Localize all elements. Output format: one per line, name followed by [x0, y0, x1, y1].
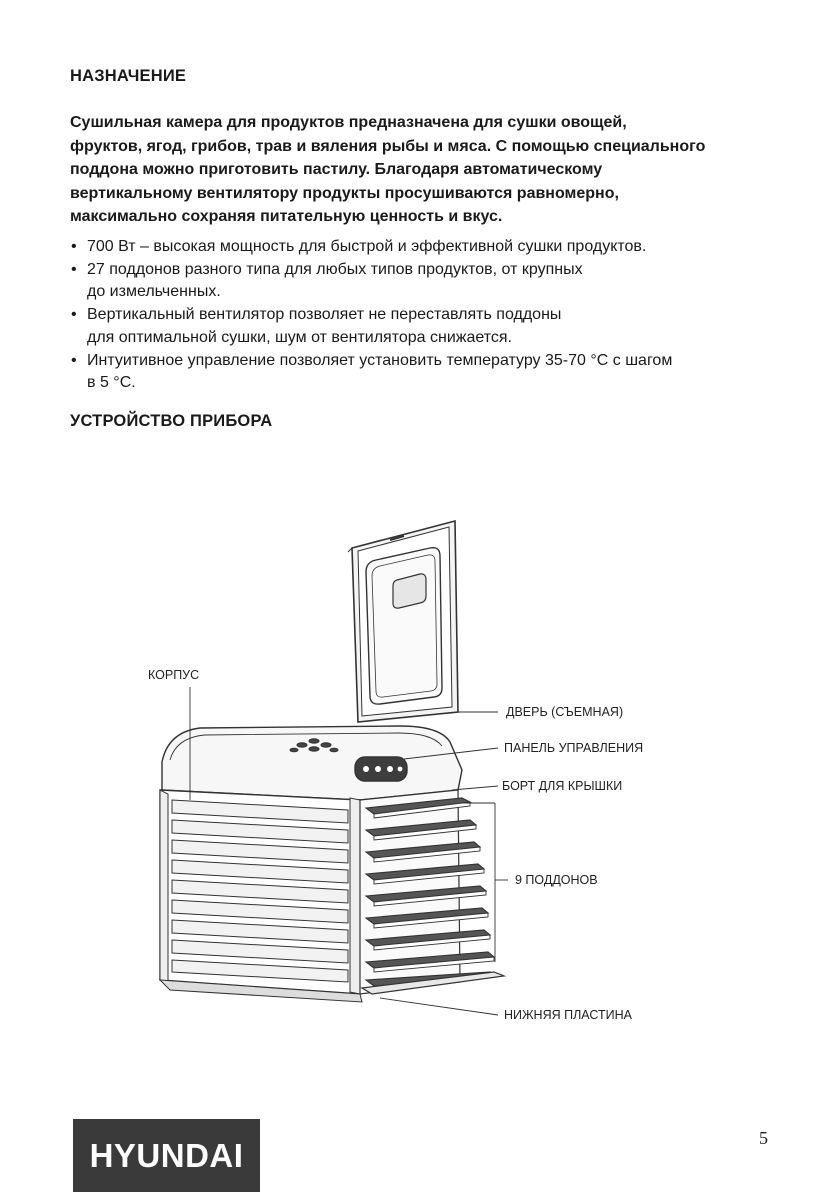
label-door: ДВЕРЬ (СЪЕМНАЯ) [506, 705, 624, 719]
intro-line: поддона можно приготовить пастилу. Благодаря автоматическому [70, 161, 603, 178]
section-heading-device: УСТРОЙСТВО ПРИБОРА [70, 412, 273, 430]
intro-line: максимально сохраняя питательную ценность и вкус. [70, 208, 503, 225]
feature-line: • Интуитивное управление позволяет установить температуру 35-70 °С с шагом [87, 351, 673, 369]
feature-line: • 700 Вт – высокая мощность для быстрой и эффективной сушки продуктов. [87, 238, 647, 255]
feature-line: • Вертикальный вентилятор позволяет не переставлять поддоны [87, 306, 562, 324]
feature-line: • 27 поддонов разного типа для любых типов продуктов, от крупных [87, 260, 583, 278]
label-control-panel: ПАНЕЛЬ УПРАВЛЕНИЯ [504, 741, 644, 755]
label-trays: 9 ПОДДОНОВ [515, 873, 598, 887]
intro-line: Сушильная камера для продуктов предназначена для сушки овощей, [70, 114, 627, 131]
label-lid-rim: БОРТ ДЛЯ КРЫШКИ [502, 779, 623, 793]
feature-line: для оптимальной сушки, шум от вентилятора снижается. [87, 328, 512, 346]
section-heading-purpose: НАЗНАЧЕНИЕ [70, 67, 187, 85]
page-number: 5 [759, 1128, 768, 1148]
feature-line: в 5 °С. [87, 374, 136, 392]
label-body: КОРПУС [148, 668, 200, 682]
brand-logo: HYUNDAI [73, 1119, 260, 1192]
intro-line: фруктов, ягод, грибов, трав и вяления рыбы и мяса. С помощью специального [70, 137, 706, 155]
feature-line: до измельченных. [87, 283, 221, 301]
label-bottom-plate: НИЖНЯЯ ПЛАСТИНА [504, 1008, 632, 1022]
intro-line: вертикальному вентилятору продукты просушиваются равномерно, [70, 184, 619, 202]
door-illustration [348, 521, 458, 722]
